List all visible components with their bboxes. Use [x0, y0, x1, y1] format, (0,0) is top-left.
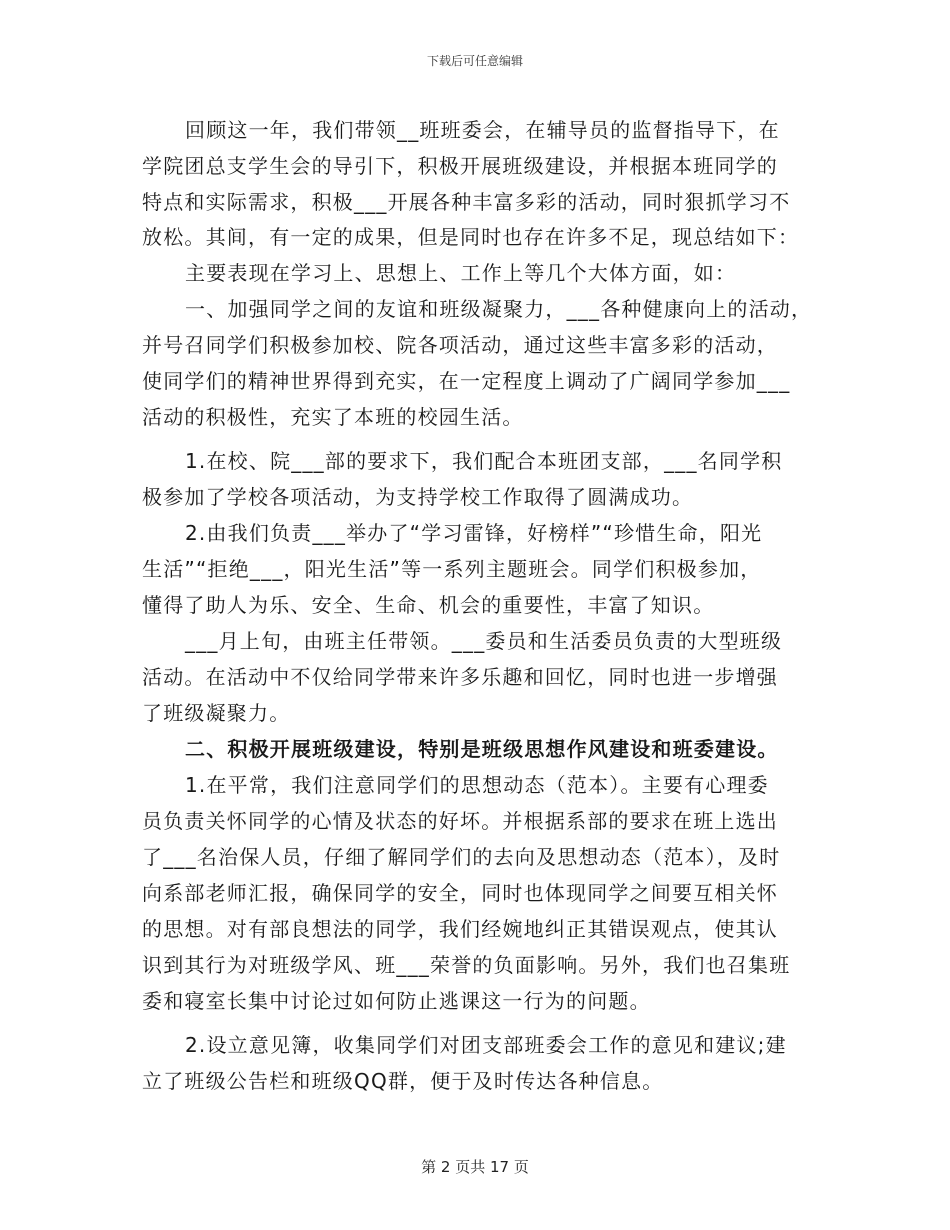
- body-text-line: 特点和实际需求，积极___开展各种丰富多彩的活动，同时狠抓学习不: [142, 190, 791, 214]
- body-text-line: 1.在校、院___部的要求下，我们配合本班团支部，___名同学积: [185, 449, 783, 473]
- body-text-line: 2.由我们负责___举办了“学习雷锋，好榜样”“珍惜生命，阳光: [185, 521, 763, 545]
- body-text-line: 活动。在活动中不仅给同学带来许多乐趣和回忆，同时也进一步增强: [142, 665, 778, 689]
- body-text-line: ___月上旬，由班主任带领。___委员和生活委员负责的大型班级: [185, 629, 783, 653]
- body-text-line: 极参加了学校各项活动，为支持学校工作取得了圆满成功。: [142, 485, 694, 509]
- body-text-line: 员负责关怀同学的心情及状态的好坏。并根据系部的要求在班上选出: [142, 809, 778, 833]
- body-text-line: 委和寝室长集中讨论过如何防止逃课这一行为的问题。: [142, 989, 651, 1013]
- body-text-line: 使同学们的精神世界得到充实，在一定程度上调动了广阔同学参加___: [142, 369, 791, 393]
- body-text-line: 生活”“拒绝___，阳光生活”等一系列主题班会。同学们积极参加，: [142, 557, 762, 581]
- body-text-line: 一、加强同学之间的友谊和班级凝聚力，___各种健康向上的活动，: [185, 297, 813, 321]
- page-header: 下载后可任意编辑: [426, 54, 523, 68]
- page-footer: 第 2 页共 17 页: [421, 1158, 529, 1176]
- body-text-line: 懂得了助人为乐、安全、生命、机会的重要性，丰富了知识。: [142, 593, 715, 617]
- body-text-line: 的思想。对有部良想法的同学，我们经婉地纠正其错误观点，使其认: [142, 917, 778, 941]
- body-text-line: 向系部老师汇报，确保同学的安全，同时也体现同学之间要互相关怀: [142, 881, 778, 905]
- body-text-line: 活动的积极性，充实了本班的校园生活。: [142, 405, 524, 429]
- body-text-line: 立了班级公告栏和班级QQ群，便于及时传达各种信息。: [142, 1069, 664, 1093]
- body-text-line: 了___名治保人员，仔细了解同学们的去向及思想动态（范本），及时: [142, 845, 781, 869]
- section-heading: 二、积极开展班级建设，特别是班级思想作风建设和班委建设。: [185, 737, 779, 761]
- body-text-line: 1.在平常，我们注意同学们的思想动态（范本）。主要有心理委: [185, 773, 769, 797]
- body-text-line: 识到其行为对班级学风、班___荣誉的负面影响。另外，我们也召集班: [142, 953, 791, 977]
- body-text-line: 放松。其间，有一定的成果，但是同时也存在许多不足，现总结如下：: [142, 225, 800, 249]
- body-text-line: 了班级凝聚力。: [142, 701, 291, 725]
- body-text-line: 主要表现在学习上、思想上、工作上等几个大体方面，如：: [185, 261, 737, 285]
- body-text-line: 回顾这一年，我们带领__班班委会，在辅导员的监督指导下，在: [185, 118, 780, 142]
- body-text-line: 学院团总支学生会的导引下，积极开展班级建设，并根据本班同学的: [142, 154, 778, 178]
- body-text-line: 2.设立意见簿，收集同学们对团支部班委会工作的意见和建议;建: [185, 1033, 787, 1057]
- body-text-line: 并号召同学们积极参加校、院各项活动，通过这些丰富多彩的活动，: [142, 333, 778, 357]
